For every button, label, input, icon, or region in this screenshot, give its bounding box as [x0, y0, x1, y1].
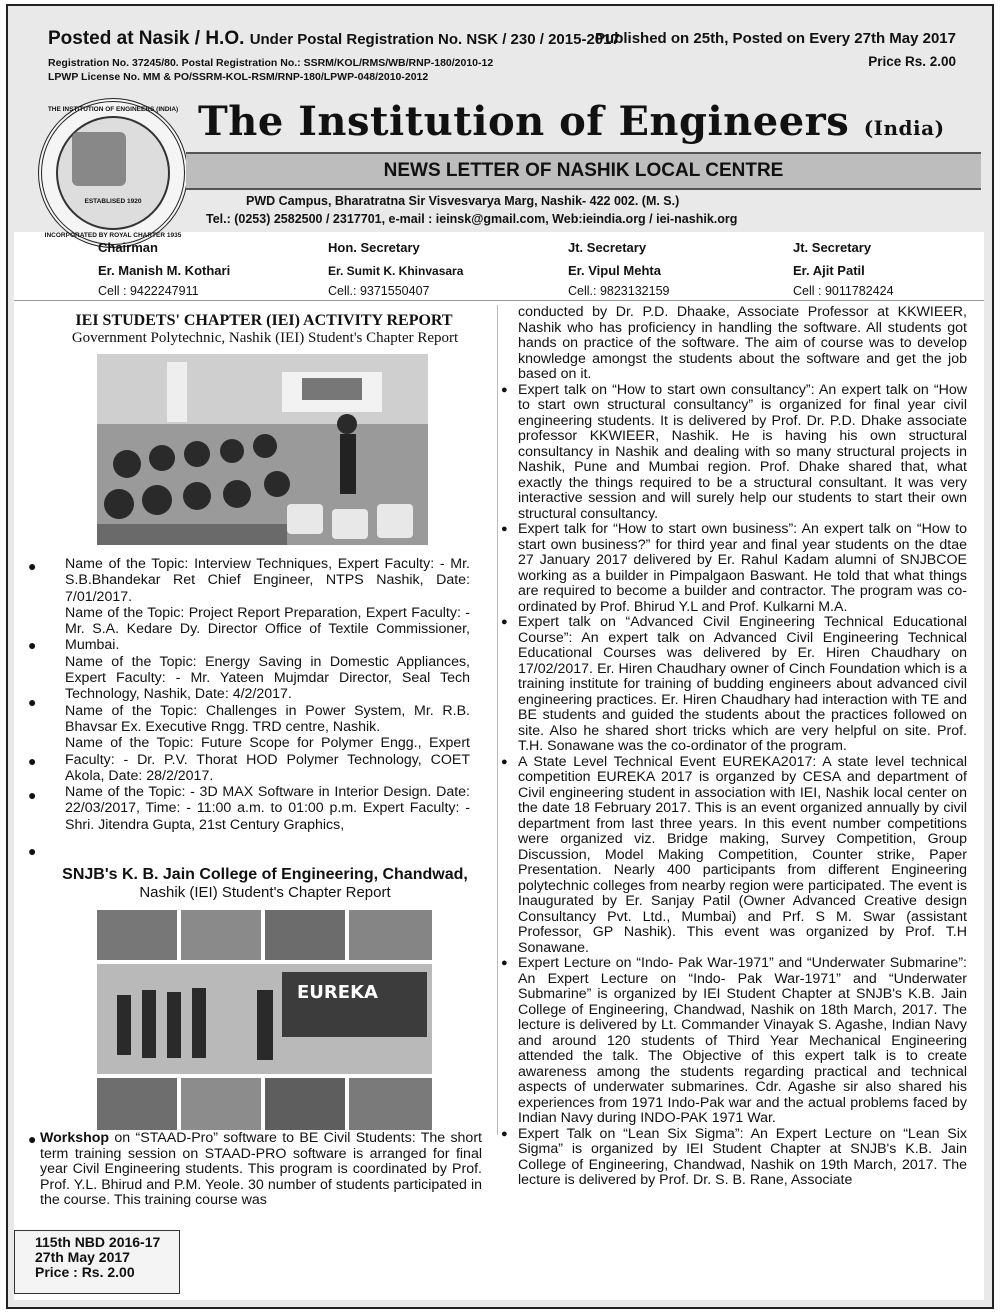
issue-price: Price : Rs. 2.00	[35, 1264, 135, 1280]
list-item: ● Expert Lecture on “Indo- Pak War-1971” and “Underwater Submarine”: An Expert Lecture on “Indo- Pak War-1971” and “Underwater Submarine” is organized by IEI Student Chapter at SNJB's K.B. Jain College of Engineering, Chandwad, Nashik on 18th March, 2017. The lecture is delivered by Lt. Commander Vinayak S. Agashe, Indian Navy and around 120 students of Third Year Mechanical Engineering attended the talk. The Objective of this expert talk is to create awareness among the students regarding practical and technical aspects of underwater submarines. Cdr. Agashe sir also shared his experiences from 1971 Indo-Pak war and the actual problems faced by Indian Navy during INDO-PAK 1971 War.	[518, 956, 967, 1127]
price: Price Rs. 2.00	[868, 54, 956, 69]
posted-at: Posted at Nasik / H.O. Under Postal Registration No. NSK / 230 / 2015-2017	[48, 28, 620, 49]
officer-hon-secretary: Hon. Secretary Er. Sumit K. Khinvasara Cell.: 9371550407	[328, 240, 464, 298]
masthead-title: The Institution of Engineers (India)	[198, 98, 945, 145]
report-subtitle: Government Polytechnic, Nashik (IEI) Student's Chapter Report	[71, 330, 459, 346]
continued-paragraph: conducted by Dr. P.D. Dhaake, Associate Professor at KKWIEER, Nashik who has proficiency in handling the software. All students got hands on practice of the software. The aim of course was to develop knowledge amongst the students about the software and get the job based on it.	[518, 304, 967, 382]
snjb-report-title: SNJB's K. B. Jain College of Engineering, Chandwad,	[62, 866, 468, 883]
list-item: Name of the Topic: Energy Saving in Domestic Appliances, Expert Faculty: - Mr. Yateen Mujmdar Director, Seal Tech Technology, Nashik, Date: 4/2/2017.	[65, 653, 470, 703]
bullet-icon: ●	[28, 694, 37, 710]
published-info: Published on 25th, Posted on Every 27th May 2017	[595, 30, 956, 47]
institution-seal-logo	[38, 98, 188, 248]
registration-lines: Registration No. 37245/80. Postal Registration No.: SSRM/KOL/RMS/WB/RNP-180/2010-12 LPWP License No. MM & PO/SSRM-KOL-RSM/RNP-180/LPWP-048/2010-2012	[48, 57, 494, 83]
officer-chairman: Chairman Er. Manish M. Kothari Cell : 9422247911	[98, 240, 231, 298]
officer-jt-secretary-2: Jt. Secretary Er. Ajit Patil Cell : 9011782424	[793, 240, 894, 298]
topic-list	[65, 556, 470, 833]
seal-figure-icon	[72, 132, 126, 186]
report-title: IEI STUDETS' CHAPTER (IEI) ACTIVITY REPORT	[75, 312, 453, 329]
list-item: Name of the Topic: Challenges in Power System, Mr. R.B. Bhavsar Ex. Executive Rngg. TRD centre, Nashik.	[65, 702, 470, 735]
seal-bottom-text: INCORPORATED BY ROYAL CHARTER 1935	[44, 232, 182, 239]
list-item: ● Expert talk on “Advanced Civil Engineering Technical Educational Course”: An expert talk on Advanced Civil Engineering Technical Educational Courses was delivered by Er. Hiren Chaudhary on 17/02/2017. Er. Hiren Chaudhary owner of Cinch Foundation which is a training institute for training of budding engineers about advanced civil engineering practices. Er. Hiren Chaudhary had interaction with TE and BE students and guided the students about the practices followed on site. Also he shared short tricks which are very helpful on site. Prof. T.H. Sonawane was the co-ordinator of the program.	[518, 615, 967, 755]
seminar-photo	[97, 354, 428, 545]
seal-center-text: ESTABLISED 1920	[84, 198, 142, 205]
snjb-report-subtitle: Nashik (IEI) Student's Chapter Report	[139, 884, 391, 901]
list-item: Name of the Topic: - 3D MAX Software in Interior Design. Date: 22/03/2017, Time: - 11:00 a.m. to 01:00 p.m. Expert Faculty: - Shri. Jitendra Gupta, 21st Century Graphics,	[65, 784, 470, 833]
bullet-icon: ●	[28, 637, 37, 653]
eureka-board-text: EUREKA	[297, 982, 378, 1003]
issue-box	[14, 1230, 180, 1294]
workshop-paragraph: Workshop on “STAAD-Pro” software to BE Civil Students: The short term training session on STAAD-PRO software is arranged for final year Civil Engineering students. This program is coordinated by Prof. Prof. Y.L. Bhirud and P.M. Yeole. 30 number of students participated in the course. This training course was	[40, 1130, 482, 1208]
list-item: ● Expert talk for “How to start own business”: An expert talk on “How to start own business?” for third year and final year students on the dtae 27 January 2017 delivered by Er. Rahul Kadam alumni of SNJBCOE working as a builder in Pimpalgaon Baswant. He told that what things are required to become a builder and contractor. The program was co-ordinated by Prof. Bhirud Y.L and Prof. Kulkarni M.A.	[518, 522, 967, 615]
header-divider	[14, 300, 984, 301]
seal-top-text: THE INSTITUTION OF ENGINEERS (INDIA)	[47, 106, 179, 113]
list-item: ● Expert talk on “How to start own consultancy”: An expert talk on “How to start own structural consultancy” is organized for final year civil engineering students. It is delivered by Prof. Dr. P.D. Dhake associate professor KKWIEER, Nashik. He is having his own structural consultancy in Nashik and dealing with so many structural projects in Nashik, Pune and Mumbai region. Prof. Dhake shared that, what exactly the things required to be a structural consultant. It was very interactive session and will surely help our students to start their own structural consultancy.	[518, 383, 967, 523]
list-item: Name of the Topic: Future Scope for Polymer Engg., Expert Faculty: - Dr. P.V. Thorat HOD Polymer Technology, COET Akola, Date: 28/2/2017.	[65, 735, 470, 784]
right-column-text	[518, 305, 967, 1189]
list-item: Name of the Topic: Interview Techniques, Expert Faculty: - Mr. S.B.Bhandekar Ret Chief Engineer, NTPS Nashik, Date: 7/01/2017.	[65, 556, 470, 605]
newsletter-banner: NEWS LETTER OF NASHIK LOCAL CENTRE	[186, 152, 981, 190]
address: PWD Campus, Bharatratna Sir Visvesvarya Marg, Nashik- 422 002. (M. S.)	[246, 194, 680, 208]
contact-line: Tel.: (0253) 2582500 / 2317701, e-mail : ieinsk@gmail.com, Web:ieindia.org / iei-nashik.org	[206, 212, 738, 226]
officer-jt-secretary-1: Jt. Secretary Er. Vipul Mehta Cell.: 9823132159	[568, 240, 670, 298]
bullet-icon: ●	[28, 1131, 37, 1147]
bullet-icon: ●	[28, 753, 37, 769]
bullet-icon: ●	[28, 787, 37, 803]
bullet-icon: ●	[28, 558, 37, 574]
list-item: ● Expert Talk on “Lean Six Sigma”: An Expert Lecture on “Lean Six Sigma” is organized by IEI Student Chapter at SNJB's K.B. Jain College of Engineering, Chandwad, Nashik on 19th March, 2017. The lecture is delivered by Prof. Dr. S. B. Rane, Associate	[518, 1127, 967, 1189]
list-item: ● A State Level Technical Event EUREKA2017: A state level technical competition EUREKA 2017 is organzed by CESA and department of Civil engineering student in association with IEI, Nashik local center on the date 18 February 2017. This is an event organized annually by civil department from last three years. In this event number competitions were organized viz. Bridge making, Survey Competition, Group Discussion, Model Making Competition, Counter strike, Paper Presentation. Nearly 400 participants from different Engineering polytechnic colleges from nearby region were participated. The event is Inaugurated by Er. Sanjay Patil (Owner Advanced Creative design Consultancy Pvt. Ltd., Mumbai) and Prf. S M. Swar (assistant Professor, GP Nashik). This event was organized by Prof. T.H Sonawane.	[518, 755, 967, 957]
column-divider	[497, 305, 498, 1135]
bullet-icon: ●	[28, 843, 37, 859]
event-photo-collage	[97, 910, 432, 1130]
issue-date: 27th May 2017	[35, 1249, 130, 1265]
issue-number: 115th NBD 2016-17	[35, 1234, 161, 1250]
list-item: Name of the Topic: Project Report Preparation, Expert Faculty: - Mr. S.A. Kedare Dy. Director Office of Textile Commissioner, Mumbai.	[65, 604, 470, 654]
